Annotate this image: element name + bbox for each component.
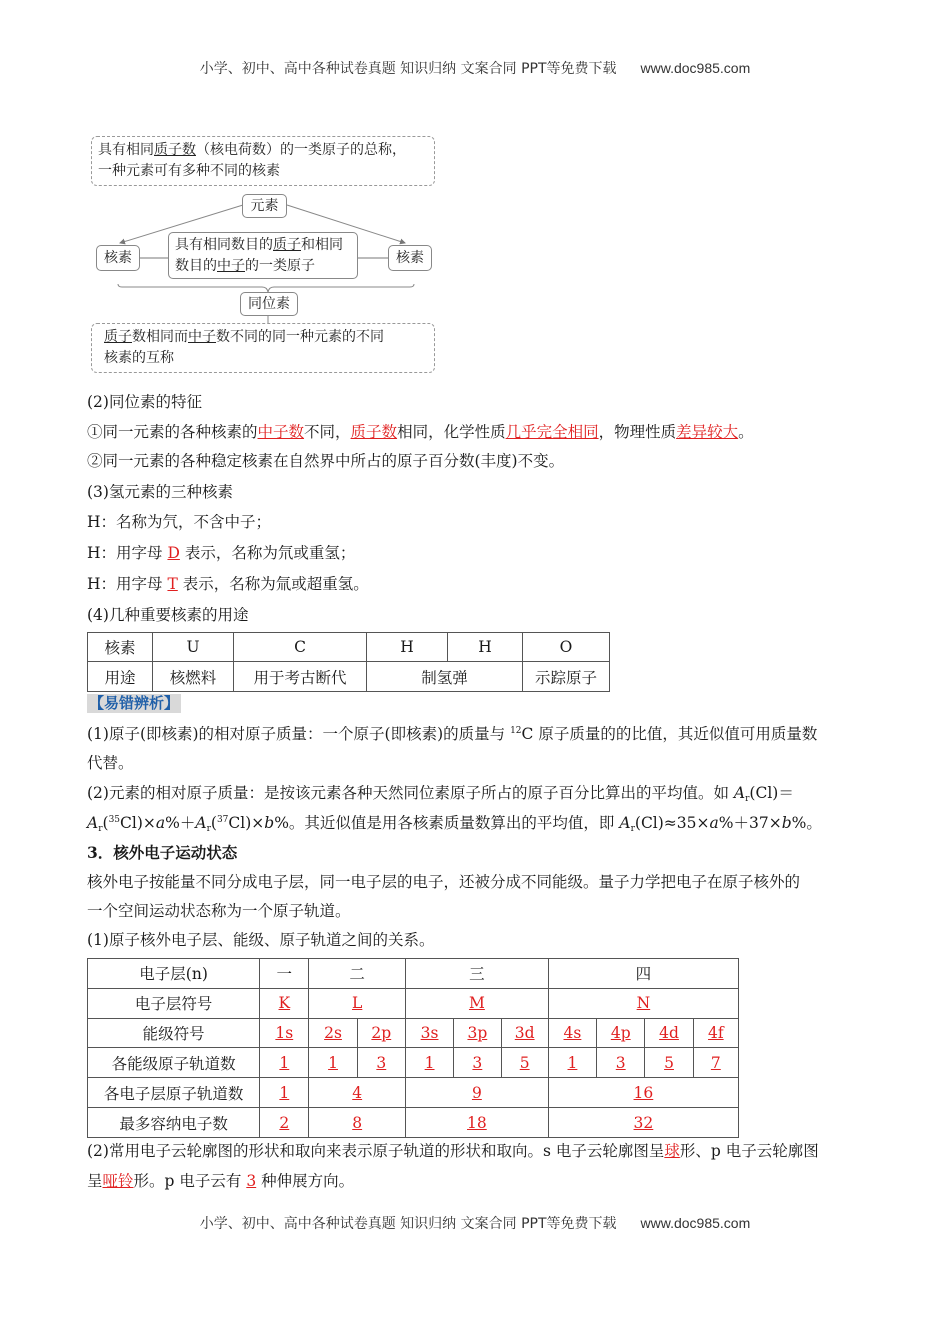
table-cell <box>260 959 309 989</box>
table-cell <box>260 1048 309 1078</box>
text: （核电荷数）的一类原子的总称， <box>196 142 406 158</box>
text-line <box>87 811 822 834</box>
table-cell <box>548 1108 738 1138</box>
table-cell: C <box>234 633 367 662</box>
text-segment: r <box>630 824 635 834</box>
text-segment: ①同一元素的各种核素的 <box>87 423 258 441</box>
text-segment: %。其近似值是用各核素质量数算出的平均值，即 <box>274 814 620 832</box>
table-cell <box>548 1048 596 1078</box>
text-segment: 37 <box>216 815 229 825</box>
answer-text: 5 <box>664 1053 674 1072</box>
text-segment: 形。p 电子云有 <box>133 1172 247 1190</box>
table-cell <box>309 1108 406 1138</box>
row-label: 各电子层原子轨道数 <box>88 1078 260 1108</box>
table-row <box>88 662 610 692</box>
row-label: 最多容纳电子数 <box>88 1108 260 1138</box>
text-segment: A <box>733 784 746 802</box>
table-cell <box>405 988 548 1018</box>
isotope-node: 同位素 <box>240 292 298 316</box>
answer-text: 16 <box>633 1083 654 1102</box>
table-cell <box>548 1078 738 1108</box>
table-cell <box>357 1048 405 1078</box>
answer-text: 3 <box>615 1053 626 1072</box>
text-segment: 。 <box>738 423 754 441</box>
table-cell <box>597 1018 645 1048</box>
table-cell: 用于考古断代 <box>234 662 367 692</box>
text-line <box>87 1169 354 1191</box>
text-line <box>87 841 237 863</box>
answer-text: K <box>278 994 291 1013</box>
table-row <box>88 633 610 662</box>
table-cell <box>597 1048 645 1078</box>
answer-text: 4 <box>352 1083 363 1102</box>
footer-text: 小学、初中、高中各种试卷真题 知识归纳 文案合同 PPT等免费下载 <box>199 1216 617 1232</box>
text-line <box>87 751 134 773</box>
answer-text: 3s <box>420 1024 439 1043</box>
common-mistakes-tag: 【易错辨析】 <box>89 694 180 712</box>
table-cell: 核素 <box>88 633 153 662</box>
answer-text: 3 <box>376 1053 387 1072</box>
text-line <box>87 722 817 744</box>
text-line <box>87 1139 819 1161</box>
text-segment: (2)同位素的特征 <box>87 393 202 411</box>
text-segment: r <box>206 824 211 834</box>
table-cell <box>405 1108 548 1138</box>
table-cell: U <box>153 633 234 662</box>
text-line <box>87 390 202 412</box>
text-segment: Cl)× <box>228 814 265 832</box>
answer-text: L <box>352 994 363 1013</box>
table-cell <box>260 1108 309 1138</box>
text-segment: 相同，化学性质 <box>397 423 506 441</box>
table-row <box>88 1048 739 1078</box>
answer-text: 1 <box>279 1053 290 1072</box>
table-cell <box>405 959 548 989</box>
text-segment: (2)元素的相对原子质量：是按该元素各种天然同位素原子所占的原子百分比算出的平均值。如 <box>87 784 734 802</box>
cell-text: 四 <box>635 965 652 984</box>
nuclide-node-left: 核素 <box>96 245 140 271</box>
table-cell <box>454 1048 501 1078</box>
text: 数目的 <box>175 258 217 274</box>
text-line <box>87 870 800 892</box>
answer-text: 质子数 <box>350 423 398 441</box>
text-line <box>87 510 271 532</box>
text-line <box>87 781 794 804</box>
table-cell <box>501 1018 548 1048</box>
table-cell <box>357 1018 405 1048</box>
text-segment: ( <box>210 814 217 832</box>
table-cell <box>454 1018 501 1048</box>
nuclide-definition-box <box>168 232 358 279</box>
text-segment: 一个空间运动状态称为一个原子轨道。 <box>87 902 351 920</box>
cell-text: 三 <box>469 965 485 984</box>
nuclide-use-table <box>87 632 610 692</box>
text-segment: A <box>87 814 99 832</box>
answer-text: 2s <box>324 1024 342 1043</box>
cell-text: 一 <box>276 965 293 984</box>
text-segment: r <box>98 824 103 834</box>
answer-text: 3p <box>467 1024 488 1043</box>
table-cell <box>405 1018 453 1048</box>
table-cell <box>309 1048 357 1078</box>
text-line <box>87 480 233 502</box>
nuclide-node-right: 核素 <box>388 245 432 271</box>
text-segment: 表示，名称为氚或超重氢。 <box>177 575 369 593</box>
table-cell: H <box>367 633 448 662</box>
table-cell <box>309 1018 357 1048</box>
text-line <box>87 928 434 950</box>
table-cell: 用途 <box>88 662 153 692</box>
table-cell <box>309 988 406 1018</box>
text-segment: r <box>745 794 750 804</box>
text-segment: (1)原子核外电子层、能级、原子轨道之间的关系。 <box>87 931 435 949</box>
table-cell <box>260 1018 309 1048</box>
answer-text: 18 <box>467 1113 487 1132</box>
text-segment: 不同， <box>304 423 351 441</box>
text: 数相同而 <box>132 329 188 345</box>
text-segment: 形、p 电子云轮廓图 <box>679 1142 819 1160</box>
table-cell: 核燃料 <box>153 662 234 692</box>
text-segment: %＋ <box>165 814 196 832</box>
answer-text: 1s <box>275 1024 294 1043</box>
text-segment: H：名称为氕，不含中子； <box>87 513 272 531</box>
underlined-term: 质子 <box>104 329 132 345</box>
answer-text: 1 <box>328 1053 338 1072</box>
table-cell <box>693 1048 738 1078</box>
answer-text: 几乎完全相同 <box>505 423 599 441</box>
text-segment: H：用字母 <box>87 575 168 593</box>
answer-text: 8 <box>352 1113 363 1132</box>
answer-text: M <box>468 994 485 1013</box>
text: 一种元素可有多种不同的核素 <box>98 163 280 179</box>
text-segment: %。 <box>791 814 822 832</box>
text-segment: A <box>195 814 207 832</box>
header-url[interactable]: www.doc985.com <box>640 60 751 76</box>
text-segment: (4)几种重要核素的用途 <box>87 606 249 624</box>
element-definition-box <box>91 136 435 186</box>
header-text: 小学、初中、高中各种试卷真题 知识归纳 文案合同 PPT等免费下载 <box>199 61 617 77</box>
underlined-term: 中子 <box>188 329 216 345</box>
answer-text: T <box>167 575 178 593</box>
page-footer <box>0 1213 950 1233</box>
element-node: 元素 <box>242 194 287 218</box>
text-line <box>87 420 754 442</box>
table-cell <box>260 1078 309 1108</box>
answer-text: 1 <box>567 1053 578 1072</box>
text-segment: ( <box>102 814 109 832</box>
underlined-term: 质子 <box>273 237 301 253</box>
table-cell: 制氢弹 <box>367 662 523 692</box>
table-cell <box>548 1018 596 1048</box>
text-segment: 核外电子按能量不同分成电子层，同一电子层的电子，还被分成不同能级。量子力学把电子在原子核外的 <box>87 873 801 891</box>
electron-shell-table <box>87 958 739 1138</box>
answer-text: 4d <box>659 1024 679 1043</box>
table-cell <box>260 988 309 1018</box>
table-cell <box>501 1048 548 1078</box>
answer-text: D <box>167 544 180 562</box>
table-cell: H <box>448 633 523 662</box>
answer-text: 差异较大 <box>676 423 739 441</box>
text-line <box>87 603 248 625</box>
answer-text: 1 <box>279 1083 290 1102</box>
text-segment: 表示，名称为氘或重氢； <box>179 544 356 562</box>
table-cell <box>645 1048 693 1078</box>
answer-text: 4p <box>610 1024 631 1043</box>
text-segment: b <box>781 814 792 832</box>
table-cell <box>405 1078 548 1108</box>
cell-text: 二 <box>349 965 365 984</box>
text-segment: 代替。 <box>87 754 134 772</box>
text-line <box>87 449 564 471</box>
text-segment: 35 <box>108 815 121 825</box>
text-segment: b <box>264 814 275 832</box>
text-segment: Cl)× <box>120 814 156 832</box>
answer-text: 哑铃 <box>102 1172 134 1190</box>
table-cell: 示踪原子 <box>523 662 610 692</box>
text-segment: ，物理性质 <box>598 423 677 441</box>
text-segment: (3)氢元素的三种核素 <box>87 483 233 501</box>
answer-text: N <box>636 994 651 1013</box>
answer-text: 3 <box>246 1172 257 1190</box>
answer-text: 4s <box>563 1024 582 1043</box>
row-label: 各能级原子轨道数 <box>88 1048 260 1078</box>
answer-text: 3d <box>514 1024 535 1043</box>
text-line <box>87 541 355 563</box>
row-label: 能级符号 <box>88 1018 260 1048</box>
table-cell <box>548 988 738 1018</box>
text: 数不同的同一种元素的不同 <box>216 329 384 345</box>
text-segment: 种伸展方向。 <box>256 1172 355 1190</box>
text: 和相同 <box>301 237 343 253</box>
text-segment: 3．核外电子运动状态 <box>87 843 238 862</box>
answer-text: 中子数 <box>257 423 305 441</box>
table-cell <box>405 1048 453 1078</box>
underlined-term: 质子数 <box>154 142 196 158</box>
text-segment: (1)原子(即核素)的相对原子质量：一个原子(即核素)的质量与 <box>87 725 511 743</box>
text: 具有相同 <box>98 142 154 158</box>
table-row <box>88 1108 739 1138</box>
text-segment: 呈 <box>87 1172 103 1190</box>
answer-text: 2p <box>371 1024 392 1043</box>
answer-text: 2 <box>279 1113 290 1132</box>
isotope-definition-box <box>91 323 435 373</box>
text-segment: (Cl)＝ <box>749 784 794 802</box>
text-segment: a <box>155 814 166 832</box>
text: 的一类原子 <box>245 258 315 274</box>
table-row <box>88 1078 739 1108</box>
table-row <box>88 1018 739 1048</box>
answer-text: 3 <box>472 1053 483 1072</box>
row-label: 电子层符号 <box>88 988 260 1018</box>
text: 核素的互称 <box>104 350 174 366</box>
text-line <box>87 572 369 594</box>
answer-text: 9 <box>471 1083 482 1102</box>
text-segment: a <box>709 814 719 832</box>
table-cell <box>548 959 738 989</box>
footer-url[interactable]: www.doc985.com <box>640 1215 751 1231</box>
row-label: 电子层(n) <box>88 959 260 989</box>
table-cell <box>693 1018 738 1048</box>
answer-text: 7 <box>710 1053 721 1072</box>
text-segment: ②同一元素的各种稳定核素在自然界中所占的原子百分数(丰度)不变。 <box>87 452 565 470</box>
text-segment: H：用字母 <box>87 544 168 562</box>
answer-text: 5 <box>519 1053 530 1072</box>
table-row <box>88 988 739 1018</box>
answer-text: 4f <box>708 1024 724 1043</box>
answer-text: 32 <box>633 1113 654 1132</box>
answer-text: 球 <box>664 1142 680 1160</box>
answer-text: 1 <box>424 1053 435 1072</box>
text-segment: %＋37× <box>718 814 782 832</box>
table-cell <box>645 1018 693 1048</box>
text-segment: A <box>619 814 631 832</box>
text-segment: (Cl)≈35× <box>634 814 710 832</box>
text-segment: C 原子质量的的比值，其近似值可用质量数 <box>521 725 818 743</box>
table-cell <box>309 1078 406 1108</box>
table-cell: O <box>523 633 610 662</box>
table-cell <box>309 959 406 989</box>
text-segment: (2)常用电子云轮廓图的形状和取向来表示原子轨道的形状和取向。s 电子云轮廓图呈 <box>87 1142 665 1160</box>
text-segment: 12 <box>510 726 522 736</box>
table-row <box>88 959 739 989</box>
text: 具有相同数目的 <box>175 237 273 253</box>
text-line <box>87 899 351 921</box>
underlined-term: 中子 <box>217 258 245 274</box>
